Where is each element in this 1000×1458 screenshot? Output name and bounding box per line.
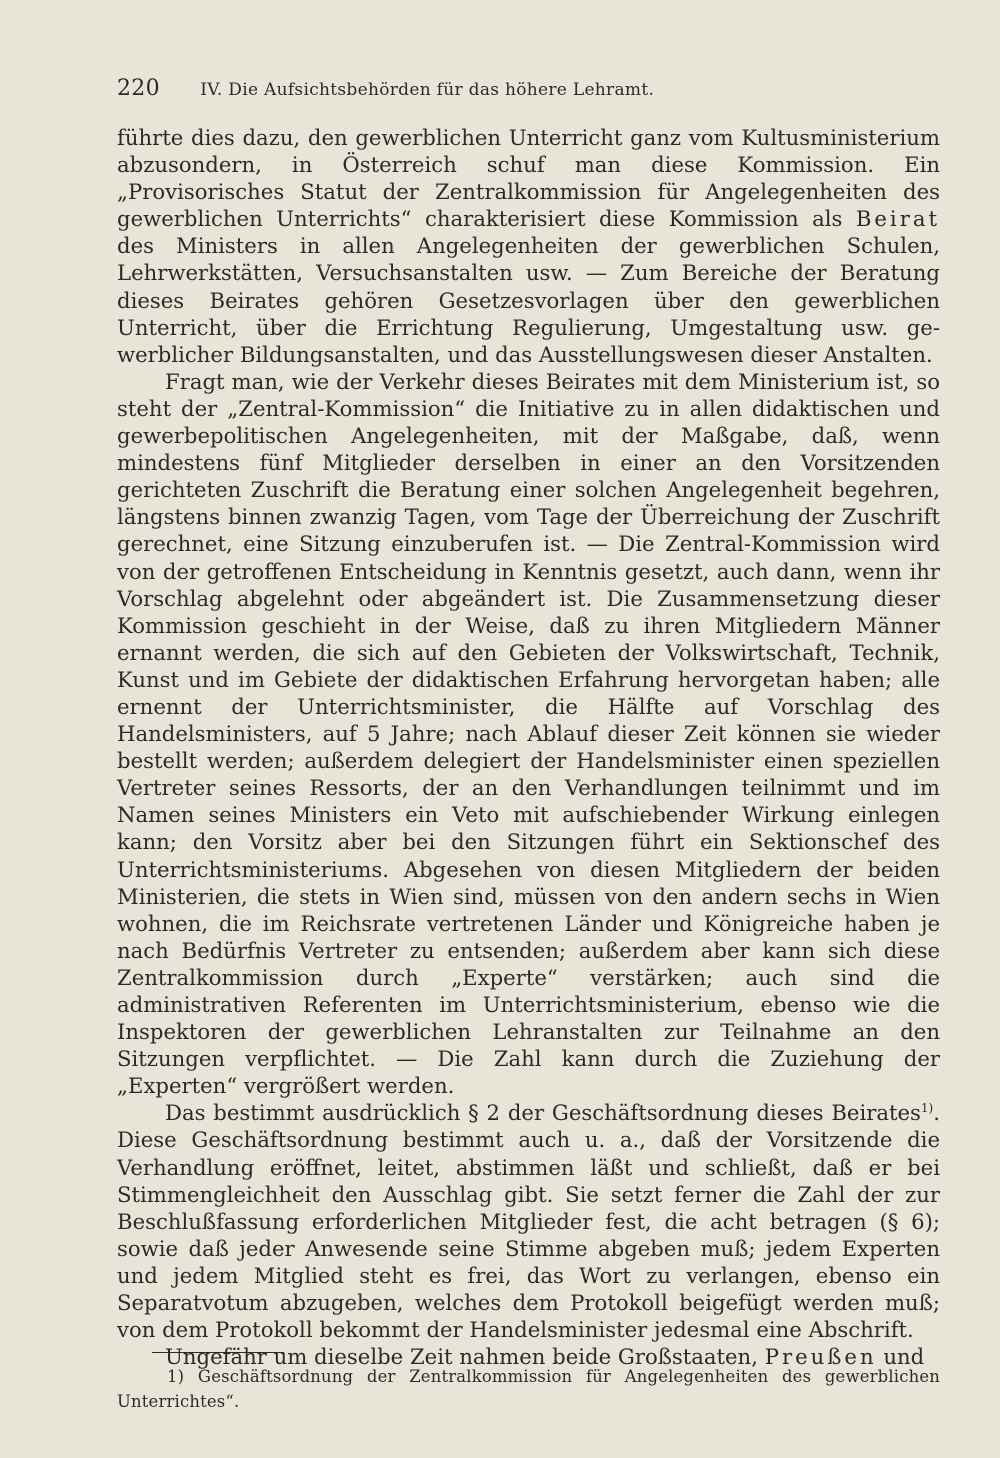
footnote-divider: [152, 1352, 284, 1353]
footnote-marker: 1): [167, 1367, 185, 1386]
paragraph-3-part-b: . Diese Geschäftsordnung bestimmt auch u. a., daß der Vorsitzende die Verhandlung eröffnet, leitet, abstimmen läßt und schließt, daß er bei Stimmengleichheit den Ausschlag gibt. Sie setzt ferner die Zahl der zur Beschlußfassung erforderlichen Mitglieder fest, die acht betragen (§ 6); sowie daß jeder Anwesende seine Stimme abgeben muß; jedem Experten und jedem Mitglied steht es frei, das Wort zu verlangen, ebenso ein Separatvotum abzugeben, welches dem Protokoll beigefügt werden muß; von dem Protokoll bekommt der Handelsminister jedesmal eine Abschrift.: [117, 1100, 940, 1343]
paragraph-1-part-b: des Ministers in allen Angelegenheiten der gewerblichen Schulen, Lehrwerkstätten, Versuchsanstalten usw. — Zum Bereiche der Beratung dieses Beirates gehören Gesetzesvorlagen über den gewerblichen Unterricht, über die Errichtung Regulierung, Umgestaltung usw. gewerblicher Bildungsanstalten, und das Ausstellungswesen dieser Anstalten.: [117, 233, 940, 367]
paragraph-1: [117, 124, 940, 368]
paragraph-2: Fragt man, wie der Verkehr dieses Beirates mit dem Ministerium ist, so steht der „Zentral-Kommission“ die Initiative zu in allen didaktischen und gewerbepolitischen Angelegenheiten, mit der Maßgabe, daß, wenn mindestens fünf Mitglieder derselben in einer an den Vorsitzenden gerichteten Zuschrift die Beratung einer solchen Angelegenheit begehren, längstens binnen zwanzig Tagen, vom Tage der Überreichung der Zuschrift gerechnet, eine Sitzung einzuberufen ist. — Die Zentral-Kommission wird von der getroffenen Entscheidung in Kenntnis gesetzt, auch dann, wenn ihr Vorschlag abgelehnt oder abgeändert ist. Die Zusammensetzung dieser Kommission geschieht in der Weise, daß zu ihren Mitgliedern Männer ernannt werden, die sich auf den Gebieten der Volkswirtschaft, Technik, Kunst und im Gebiete der didaktischen Erfahrung hervorgetan haben; alle ernennt der Unterrichtsminister, die Hälfte auf Vorschlag des Handelsministers, auf 5 Jahre; nach Ablauf dieser Zeit können sie wieder bestellt werden; außerdem delegiert der Handelsminister einen speziellen Vertreter seines Ressorts, der an den Verhandlungen teilnimmt und im Namen seines Ministers ein Veto mit aufschiebender Wirkung einlegen kann; den Vorsitz aber bei den Sitzungen führt ein Sektionschef des Unterrichtsministeriums. Abgesehen von diesen Mitgliedern der beiden Ministerien, die stets in Wien sind, müssen von den andern sechs in Wien wohnen, die im Reichsrate vertretenen Länder und Königreiche haben je nach Bedürfnis Vertreter zu entsenden; außerdem aber kann sich diese Zentralkommission durch „Experte“ verstärken; auch sind die administrativen Referenten im Unterrichtsministerium, ebenso wie die Inspektoren der gewerblichen Lehranstalten zur Teilnahme an den Sitzungen verpflichtet. — Die Zahl kann durch die Zuziehung der „Experten“ vergrößert werden.: [117, 368, 940, 1099]
running-title: IV. Die Aufsichtsbehörden für das höhere Lehramt.: [200, 80, 655, 100]
footnote-text: Geschäftsordnung der Zentralkommission für Angelegenheiten des gewerblichen Unterrichtes“.: [117, 1367, 940, 1411]
paragraph-3-part-a: Das bestimmt ausdrücklich § 2 der Geschäftsordnung dieses Beirates: [165, 1100, 921, 1126]
paragraph-3: [117, 1099, 940, 1343]
paragraph-1-part-a: führte dies dazu, den gewerblichen Unterricht ganz vom Kultusministerium abzusondern, in Österreich schuf man diese Kommission. Ein „Provisorisches Statut der Zentralkommission für Angelegenheiten des gewerblichen Unterrichts“ charakterisiert diese Kommission als: [117, 125, 940, 232]
footnote: [117, 1364, 940, 1414]
emphasized-word-preussen: Preußen: [764, 1344, 877, 1370]
paragraph-4-part-b: und: [876, 1344, 925, 1370]
footnote-reference: 1): [920, 1101, 934, 1116]
emphasized-word-beirat: Beirat: [855, 206, 940, 232]
paragraph-4-part-a: Ungefähr um dieselbe Zeit nahmen beide Großstaaten,: [165, 1344, 765, 1370]
main-text: [117, 124, 940, 1370]
page-number: 220: [117, 76, 160, 101]
page-header: [117, 76, 947, 101]
